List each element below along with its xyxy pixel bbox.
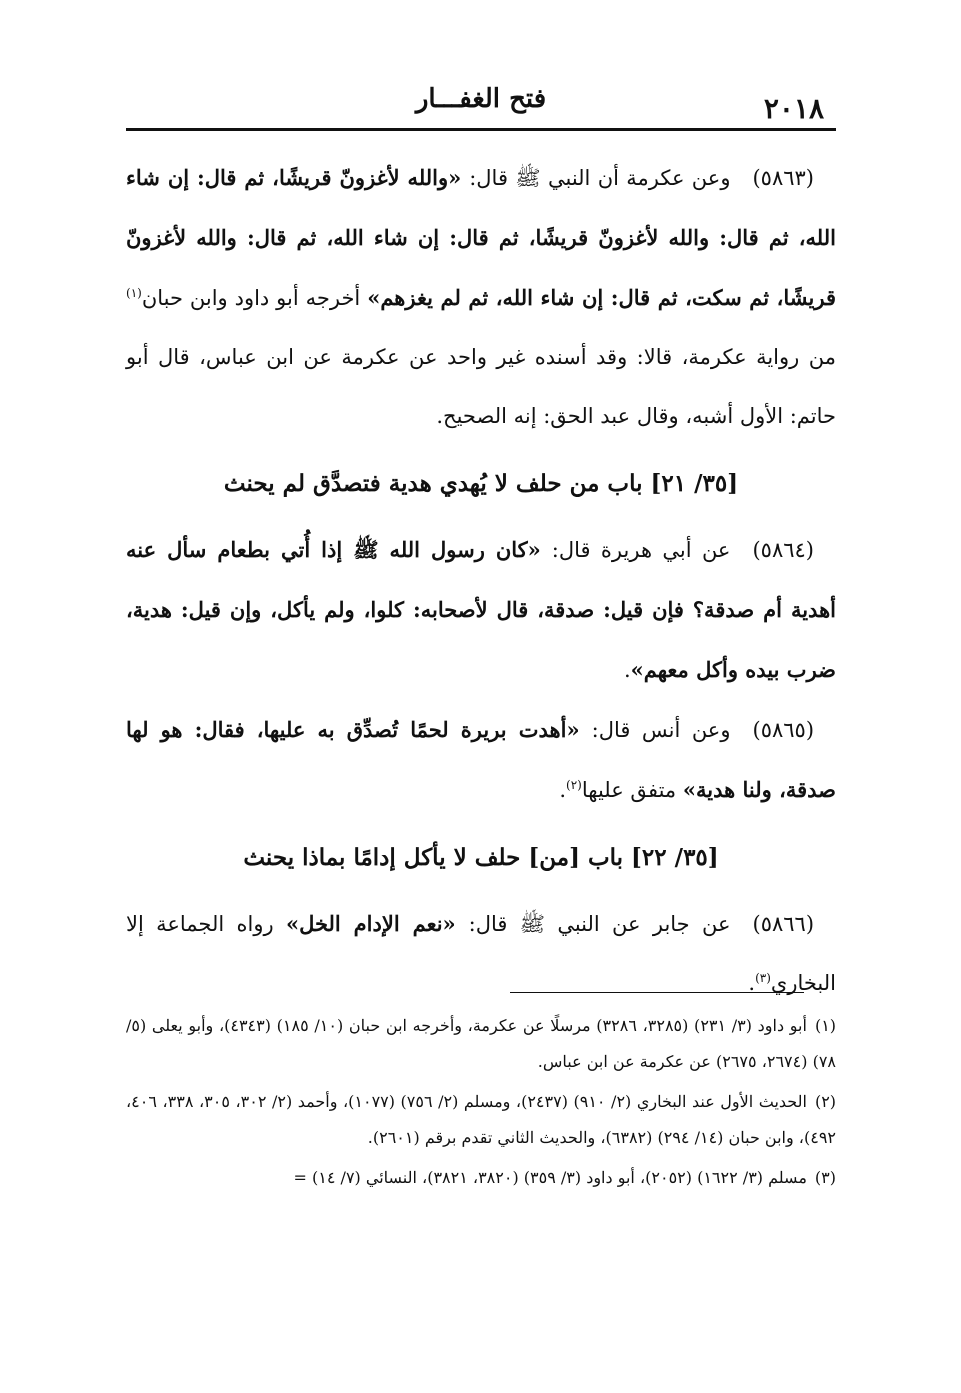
- footnote-ref[interactable]: (١): [126, 286, 142, 300]
- hadith-paragraph-5866: [126, 894, 836, 1013]
- chapter-heading-35-22: [٣٥/ ٢٢] باب [من] حلف لا يأكل إدامًا بماذا يحنث: [243, 844, 719, 871]
- main-text: [126, 148, 836, 1013]
- hadith-commentary: من رواية عكرمة، قالا: وقد أسنده غير واحد عن عكرمة عن ابن عباس، قال أبو حاتم: الأول أشبه، وقال عبد الحق: إنه الصحيح.: [126, 345, 836, 428]
- hadith-lead: وعن أنس قال:: [591, 718, 731, 742]
- footnote-ref[interactable]: (٢): [566, 778, 582, 792]
- hadith-number: (٥٨٦٥): [752, 718, 815, 742]
- hadith-lead: عن أبي هريرة قال:: [551, 538, 731, 562]
- hadith-paragraph-5865: [126, 700, 836, 820]
- footnote-1: [126, 1008, 836, 1080]
- hadith-end: .: [748, 971, 756, 995]
- footnote-2: [126, 1084, 836, 1156]
- hadith-number: (٥٨٦٣): [752, 166, 814, 190]
- footnote-ref[interactable]: (٣): [755, 971, 771, 985]
- hadith-text: «نعم الإدام الخل»: [285, 911, 469, 936]
- footnote-text: أبو داود (٣/ ٢٣١) (٣٢٨٥، ٣٢٨٦) مرسلًا عن عكرمة، وأخرجه ابن حبان (١٠/ ١٨٥) (٤٣٤٣)، وأبو يعلى (٥/ ٧٨) (٢٦٧٤، ٢٦٧٥) عن عكرمة عن ابن عباس.: [126, 1016, 836, 1071]
- hadith-source: .: [623, 658, 631, 682]
- footnote-text: مسلم (٣/ ١٦٢٢) (٢٠٥٢)، أبو داود (٣/ ٣٥٩) (٣٨٢٠، ٣٨٢١)، النسائي (٧/ ١٤) =: [293, 1168, 807, 1187]
- footnotes: [126, 1008, 836, 1200]
- footnote-label: (١): [814, 1016, 837, 1035]
- hadith-source: أخرجه أبو داود وابن حبان: [141, 286, 368, 310]
- footnote-3: [126, 1160, 836, 1196]
- running-title: فتح الغفـــار: [415, 84, 547, 114]
- chapter-heading-35-21: [٣٥/ ٢١] باب من حلف لا يُهدي هدية فتصدَّق لم يحنث: [223, 470, 739, 497]
- hadith-number: (٥٨٦٦): [752, 912, 815, 936]
- running-head: [126, 78, 836, 128]
- hadith-paragraph-5863: [126, 148, 836, 446]
- footnote-label: (٢): [814, 1092, 837, 1111]
- hadith-source: رواه الجماعة إلا البخاري: [126, 912, 836, 995]
- page-number: ٢٠١٨: [763, 92, 824, 125]
- hadith-text: «أهدت بريرة لحمًا تُصدِّق به عليها، فقال: هو لها صدقة، ولنا هدية»: [126, 717, 836, 802]
- hadith-lead: عن جابر عن النبي ﷺ قال:: [468, 912, 731, 936]
- footnote-rule: [510, 992, 804, 993]
- hadith-text: «كان رسول الله ﷺ إذا أُتي بطعام سأل عنه أهدية أم صدقة؟ فإن قيل: صدقة، قال لأصحابه: كلوا، ولم يأكل، وإن قيل: هدية، ضرب بيده وأكل معهم»: [126, 537, 836, 682]
- hadith-lead: وعن عكرمة أن النبي ﷺ قال:: [469, 166, 731, 190]
- hadith-number: (٥٨٦٤): [752, 538, 814, 562]
- footnote-text: الحديث الأول عند البخاري (٢/ ٩١٠) (٢٤٣٧)، ومسلم (٢/ ٧٥٦) (١٠٧٧)، وأحمد (٢/ ٣٠٢، ٣٠٥، ٣٣٨، ٤٠٦، ٤٩٢)، وابن حبان (١٤/ ٢٩٤) (٦٣٨٢)، والحديث الثاني تقدم برقم (٢٦٠١).: [126, 1092, 836, 1147]
- footnote-label: (٣): [814, 1168, 836, 1187]
- hadith-end: .: [559, 778, 567, 802]
- hadith-text: «والله لأغزونّ قريشًا، ثم قال: إن شاء الله، ثم قال: والله لأغزونّ قريشًا، ثم قال: إن شاء الله، ثم قال: والله لأغزونّ قريشًا، ثم سكت، ثم قال: إن شاء الله، ثم لم يغزهم»: [126, 165, 837, 310]
- header-rule: [126, 128, 836, 131]
- hadith-paragraph-5864: [126, 520, 836, 700]
- hadith-source: متفق عليها: [581, 778, 683, 802]
